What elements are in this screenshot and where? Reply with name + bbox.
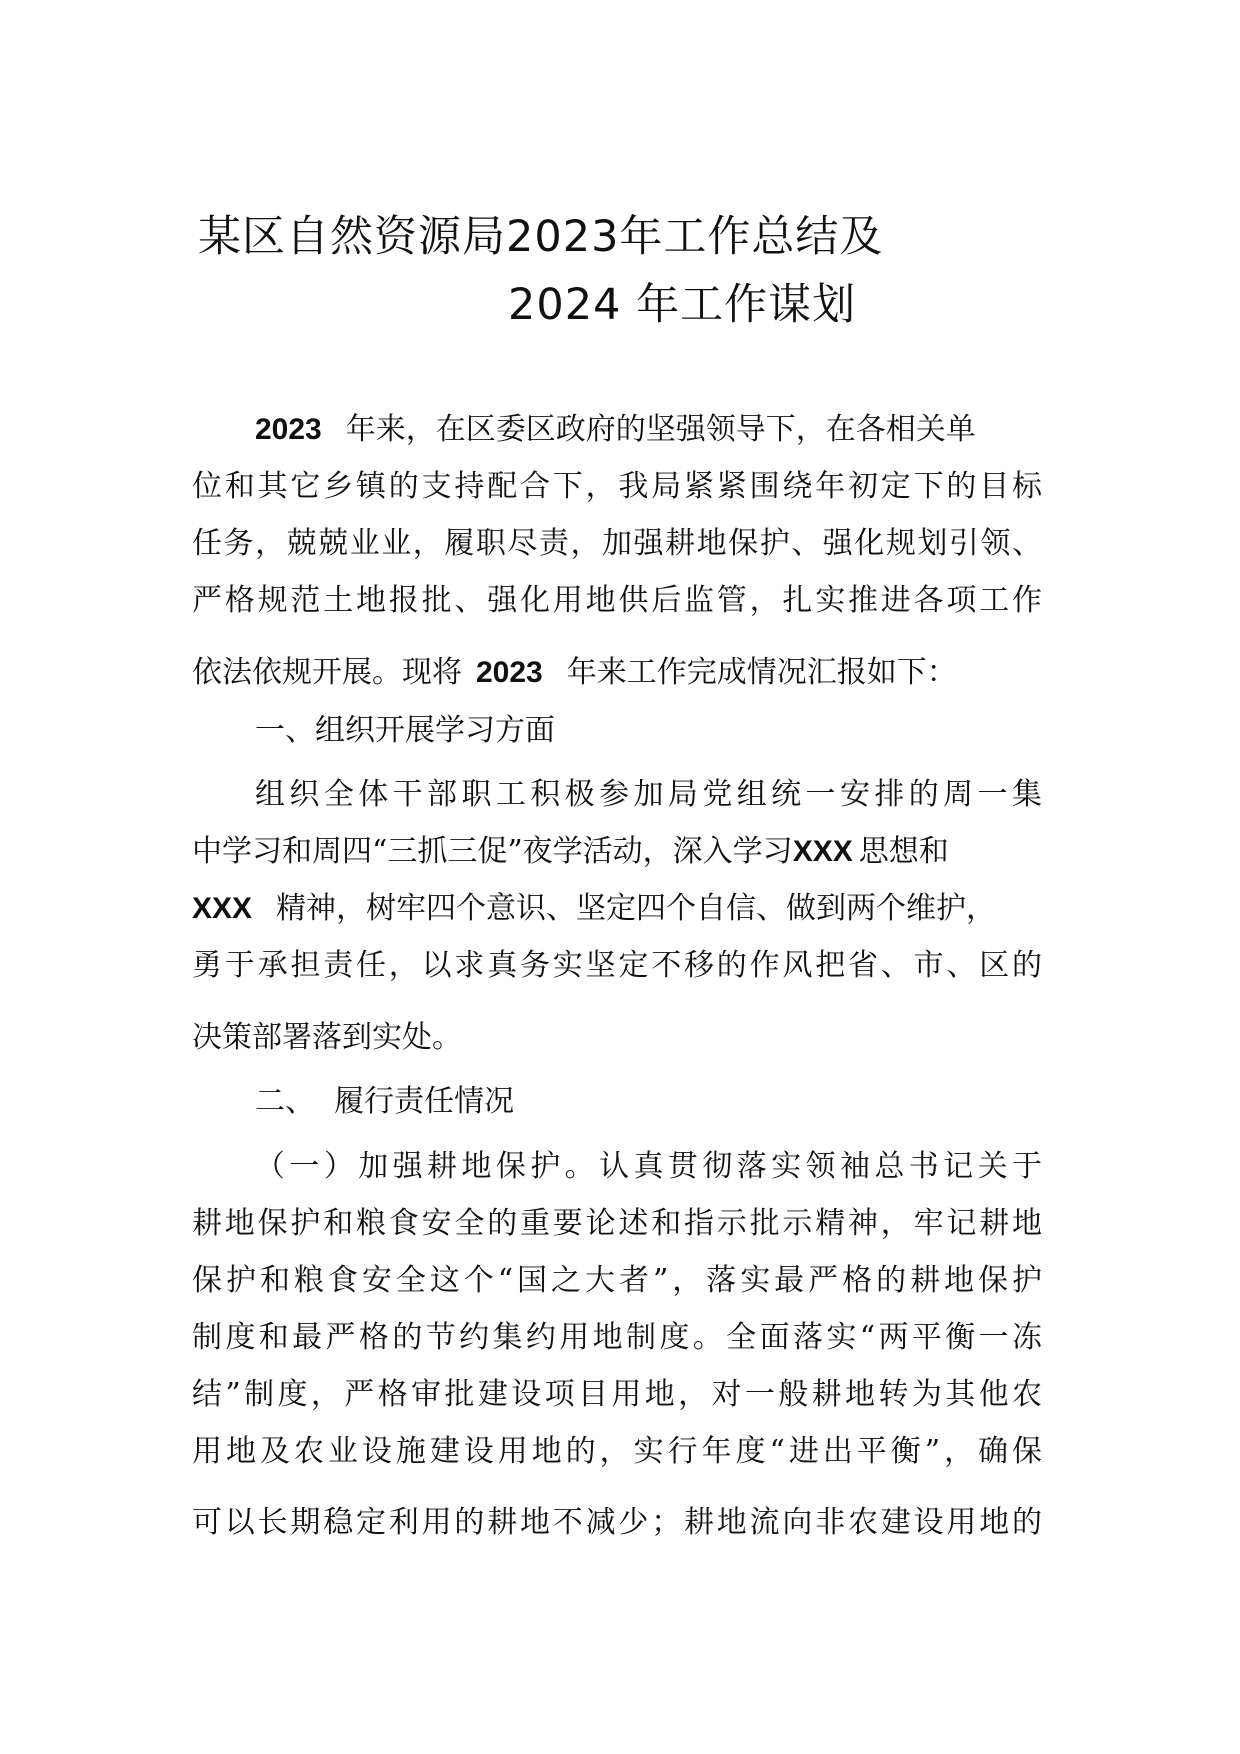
document-title-line-2: 2024 年工作谋划 — [508, 280, 857, 330]
section-1-line-2-post: 思想和 — [858, 834, 949, 869]
intro-line-1 — [255, 412, 1042, 447]
section-1-line-2-pre: 中学习和周四“三抓三促”夜学活动，深入学习 — [192, 834, 793, 869]
section-2-heading: 二、 履行责任情况 — [255, 1084, 515, 1119]
section-1-line-3 — [192, 891, 997, 926]
intro-line-5 — [192, 655, 957, 690]
document-title-line-1: 某区自然资源局2023年工作总结及 — [198, 212, 884, 262]
section-1-line-4: 勇于承担责任，以求真务实坚定不移的作风把省、市、区的 — [192, 948, 1042, 983]
intro-line-2: 位和其它乡镇的支持配合下，我局紧紧围绕年初定下的目标 — [192, 469, 1042, 504]
intro-year-2: 2023 — [476, 656, 543, 689]
section-1-line-3-post: 精神，树牢四个意识、坚定四个自信、做到两个维护， — [276, 891, 997, 926]
intro-year: 2023 — [255, 413, 322, 446]
intro-line-5-pre: 依法依规开展。现将 — [192, 655, 462, 690]
intro-line-1-text: 年来，在区委区政府的坚强领导下，在各相关单 — [345, 412, 976, 447]
section-1-line-2 — [192, 834, 949, 869]
section-2-sub-1-line-5: 结”制度，严格审批建设项目用地，对一般耕地转为其他农 — [192, 1377, 1042, 1412]
xxx-placeholder-2: XXX — [192, 892, 253, 925]
section-1-line-1: 组织全体干部职工积极参加局党组统一安排的周一集 — [255, 777, 1042, 812]
section-1-heading: 一、组织开展学习方面 — [255, 713, 555, 748]
intro-line-5-post: 年来工作完成情况汇报如下： — [566, 655, 957, 690]
xxx-placeholder-1: XXX — [792, 835, 853, 868]
intro-line-4: 严格规范土地报批、强化用地供后监管，扎实推进各项工作 — [192, 583, 1042, 618]
section-2-sub-1-line-3: 保护和粮食安全这个“国之大者”，落实最严格的耕地保护 — [192, 1263, 1042, 1298]
section-2-sub-1-line-4: 制度和最严格的节约集约用地制度。全面落实“两平衡一冻 — [192, 1320, 1042, 1355]
section-2-sub-1-line-1: （一）加强耕地保护。认真贯彻落实领袖总书记关于 — [255, 1149, 1042, 1184]
section-2-sub-1-line-7: 可以长期稳定利用的耕地不减少；耕地流向非农建设用地的 — [192, 1505, 1042, 1540]
section-2-sub-1-line-6: 用地及农业设施建设用地的，实行年度“进出平衡”，确保 — [192, 1434, 1042, 1469]
section-2-sub-1-line-2: 耕地保护和粮食安全的重要论述和指示批示精神，牢记耕地 — [192, 1206, 1042, 1241]
intro-line-3: 任务，兢兢业业，履职尽责，加强耕地保护、强化规划引领、 — [192, 526, 1042, 561]
section-1-line-5: 决策部署落到实处。 — [192, 1020, 462, 1055]
